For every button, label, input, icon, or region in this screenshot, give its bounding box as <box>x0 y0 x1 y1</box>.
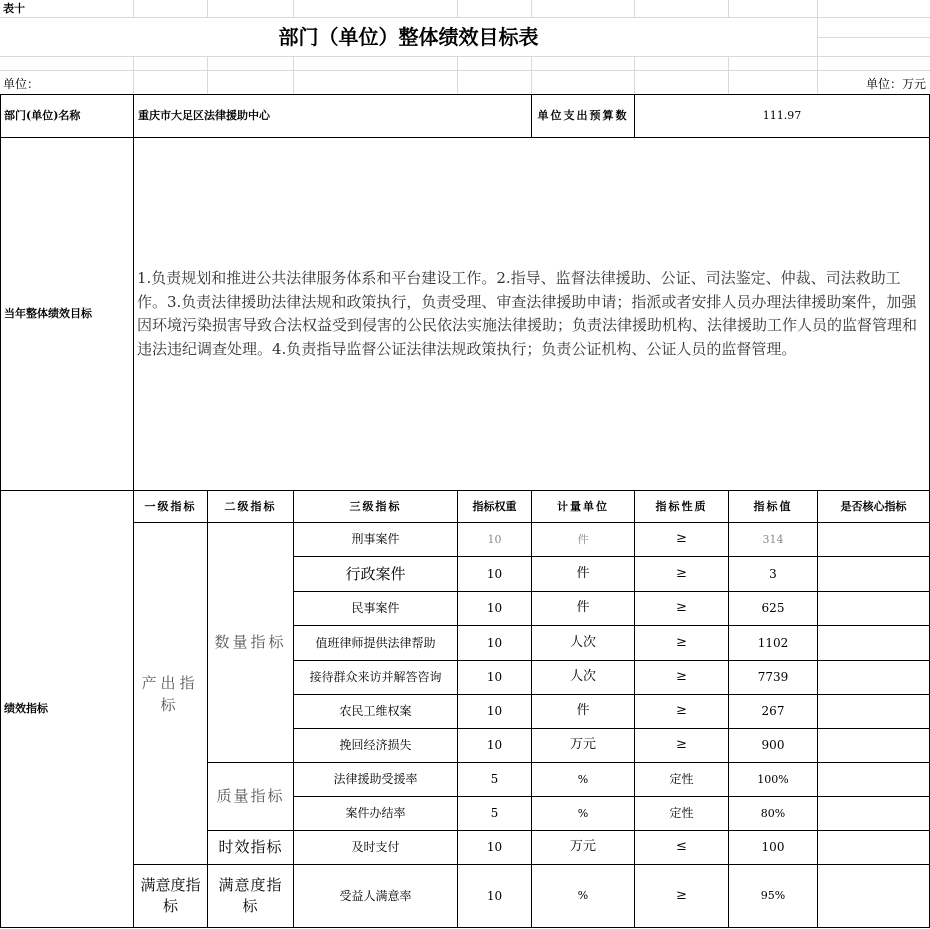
table-row-11-core <box>818 865 929 927</box>
unit-right: 单位：万元 <box>865 76 926 91</box>
annual-goal-text: 1.负责规划和推进公共法律服务体系和平台建设工作。2.指导、监督法律援助、公证、司法鉴定、仲裁、司法救助工作。3.负责法律援助法律法规和政策执行，负责受理、审查法律援助申请；指派或者安排人员办理法律援助案件，加强因环境污染损害导致合法权益受到侵害的公民依法实施法律援助；负责法律援助机构、法律援助工作人员的监督管理和违法违纪调查处理。4.负责指导监督公证法律法规政策执行；负责公证机构、公证人员的监督管理。 <box>137 269 918 358</box>
table-row-2-value: 3 <box>769 566 777 581</box>
table-row-4-value: 1102 <box>757 635 789 650</box>
table-row-4-unit: 人次 <box>569 634 596 650</box>
table-row-1-value: 314 <box>762 532 784 546</box>
dept-name-label: 部门(单位)名称 <box>4 109 81 123</box>
header-nature: 指标性质 <box>655 499 708 513</box>
table-row-5-indicator: 接待群众来访并解答咨询 <box>309 670 442 684</box>
table-row-9-nature: 定性 <box>669 806 694 820</box>
header-level2: 二级指标 <box>224 499 277 513</box>
dept-name: 重庆市大足区法律援助中心 <box>138 109 270 123</box>
table-row-6-indicator: 农民工维权案 <box>339 704 412 718</box>
table-row-1-nature: ≥ <box>676 531 687 547</box>
level2-quantity: 数量指标 <box>214 633 287 652</box>
table-row-7-weight: 10 <box>486 738 503 752</box>
table-row-3-unit: 件 <box>576 600 590 616</box>
table-row-3-nature: ≥ <box>676 600 687 616</box>
table-row-8-weight: 5 <box>490 772 499 786</box>
unit-label: 单位： <box>3 76 40 91</box>
table-row-11-nature: ≥ <box>676 887 687 903</box>
table-row-1-weight: 10 <box>487 532 502 546</box>
table-row-7-value: 900 <box>761 738 785 752</box>
table-row-4-nature: ≥ <box>676 634 687 650</box>
table-row-6-nature: ≥ <box>676 703 687 719</box>
level1-satisfaction: 满意度指标 <box>140 876 201 915</box>
table-row-6-unit: 件 <box>576 703 590 719</box>
table-row-8-value: 100% <box>757 772 789 786</box>
table-row-6-weight: 10 <box>486 704 503 718</box>
performance-label: 绩效指标 <box>4 702 48 716</box>
header-level1: 一级指标 <box>144 499 197 513</box>
table-row-5-core <box>818 661 929 694</box>
table-row-8-nature: 定性 <box>669 772 694 786</box>
table-row-3-indicator: 民事案件 <box>351 601 400 615</box>
header-value: 指标值 <box>753 499 793 513</box>
table-row-3-weight: 10 <box>486 601 503 615</box>
table-row-10-value: 100 <box>761 840 785 854</box>
table-row-6-core <box>818 695 929 728</box>
table-row-4-indicator: 值班律师提供法律帮助 <box>315 635 436 650</box>
table-row-3-core <box>818 592 929 625</box>
table-row-9-weight: 5 <box>490 806 499 820</box>
table-row-8-core <box>818 763 929 796</box>
table-row-10-core <box>818 831 929 864</box>
table-row-4-weight: 10 <box>486 635 503 650</box>
budget-label: 单位支出预算数 <box>537 109 629 122</box>
table-row-4-core <box>818 626 929 660</box>
table-row-1-core <box>818 523 929 556</box>
table-row-1-indicator: 刑事案件 <box>351 532 400 546</box>
table-tag: 表十 <box>3 1 25 15</box>
table-row-7-indicator: 挽回经济损失 <box>339 738 412 752</box>
table-row-5-weight: 10 <box>486 670 503 684</box>
header-core: 是否核心指标 <box>840 499 907 513</box>
page-title: 部门（单位）整体绩效目标表 <box>278 24 539 49</box>
table-row-11-weight: 10 <box>486 888 503 903</box>
header-level3: 三级指标 <box>349 499 402 513</box>
table-row-9-core <box>818 797 929 830</box>
table-row-7-core <box>818 729 929 762</box>
level2-quality: 质量指标 <box>216 787 285 806</box>
table-row-2-core <box>818 557 929 591</box>
table-row-10-unit: 万元 <box>569 839 596 855</box>
level2-timeliness: 时效指标 <box>218 838 283 857</box>
table-row-9-unit: % <box>577 806 589 820</box>
table-row-2-nature: ≥ <box>676 565 687 581</box>
table-row-11-unit: % <box>577 889 589 903</box>
table-row-11-indicator: 受益人满意率 <box>339 888 412 903</box>
table-row-1-unit: 件 <box>577 532 589 546</box>
level1-output: 产出指标 <box>141 673 199 714</box>
table-row-7-nature: ≥ <box>676 737 687 753</box>
header-unit: 计量单位 <box>557 499 609 513</box>
table-row-10-indicator: 及时支付 <box>351 840 400 854</box>
table-row-8-unit: % <box>577 772 589 786</box>
table-row-2-indicator: 行政案件 <box>345 564 406 583</box>
header-weight: 指标权重 <box>472 499 517 513</box>
annual-goal-label: 当年整体绩效目标 <box>4 307 92 321</box>
table-row-2-unit: 件 <box>576 565 590 581</box>
table-row-8-indicator: 法律援助受援率 <box>333 772 418 786</box>
table-row-6-value: 267 <box>761 704 785 718</box>
table-row-7-unit: 万元 <box>569 737 596 753</box>
table-row-9-indicator: 案件办结率 <box>345 806 406 820</box>
table-row-2-weight: 10 <box>486 566 503 581</box>
table-row-9-value: 80% <box>760 806 786 820</box>
table-row-5-nature: ≥ <box>676 669 687 685</box>
table-row-5-unit: 人次 <box>569 669 596 685</box>
budget-value: 111.97 <box>762 109 802 123</box>
table-row-11-value: 95% <box>760 889 786 903</box>
table-row-3-value: 625 <box>761 601 785 615</box>
table-row-10-weight: 10 <box>486 840 503 854</box>
table-row-10-nature: ≤ <box>676 839 687 855</box>
level2-satisfaction: 满意度指标 <box>218 876 283 915</box>
table-row-5-value: 7739 <box>757 670 789 684</box>
